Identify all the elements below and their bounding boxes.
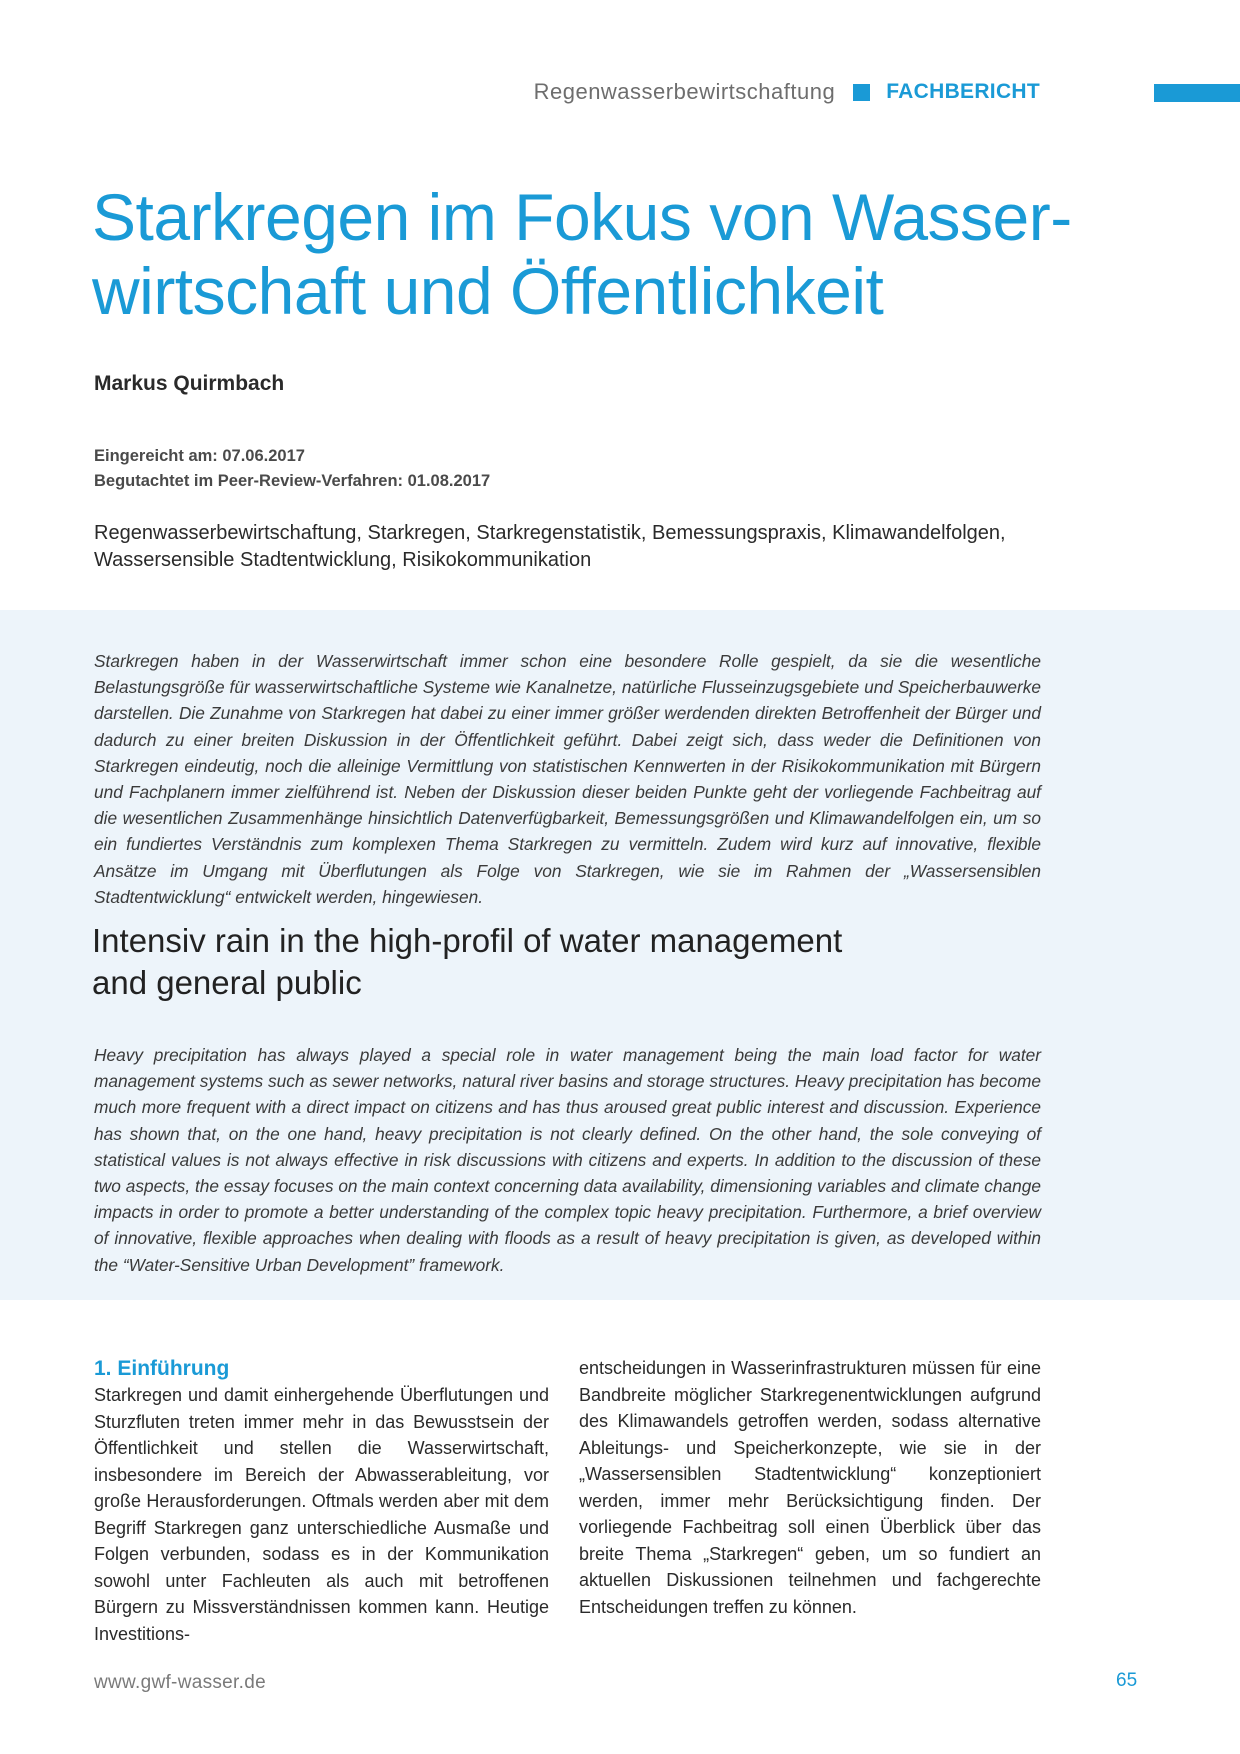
article-title [92,180,1072,328]
footer-website-link[interactable]: www.gwf-wasser.de [94,1672,266,1693]
abstract-german: Starkregen haben in der Wasserwirtschaft immer schon eine besondere Rolle gespielt, da sie die wesentliche Belastungsgröße für wasserwirtschaftliche Systeme wie Kanalnetze, natürliche Flusseinzugsgebiete und Speicherbauwerke darstellen. Die Zunahme von Starkregen hat dabei zu einer immer größer werdenden direkten Betroffenheit der Bürger und dadurch zu einer breiten Diskussion in der Öffentlichkeit geführt. Dabei zeigt sich, dass weder die Definitionen von Starkregen eindeutig, noch die alleinige Vermittlung von statistischen Kennwerten in der Risikokommunikation mit Bürgern und Fachplanern immer zielführend ist. Neben der Diskussion dieser beiden Punkte geht der vorliegende Fachbeitrag auf die wesentlichen Zusammenhänge hinsichtlich Datenverfügbarkeit, Bemessungsgrößen und Klimawandelfolgen ein, um so ein fundiertes Verständnis zum komplexen Thema Starkregen zu vermitteln. Zudem wird kurz auf innovative, flexible Ansätze im Umgang mit Überflutungen als Folge von Starkregen, wie sie im Rahmen der „Wassersensiblen Stadtentwicklung“ entwickelt werden, hingewiesen. [94,651,1041,907]
page-edge-tab [1154,84,1240,102]
abstract-english: Heavy precipitation has always played a special role in water management being the main load factor for water management systems such as sewer networks, natural river basins and storage structures. Heavy precipitation has become much more frequent with a direct impact on citizens and has thus aroused great public interest and discussion. Experience has shown that, on the one hand, heavy precipitation is not clearly defined. On the other hand, the sole conveying of statistical values is not always effective in risk discussions with citizens and experts. In addition to the discussion of these two aspects, the essay focuses on the main context concerning data availability, dimensioning variables and climate change impacts in order to promote a better understanding of the complex topic heavy precipitation. Furthermore, a brief overview of innovative, flexible approaches when dealing with floods as a result of heavy precipitation is given, as developed within the “Water-Sensitive Urban Development” framework. [94,1045,1041,1275]
section-heading-introduction: 1. Einführung [94,1357,230,1380]
header-section-label: Regenwasserbewirtschaftung [533,79,836,104]
header-square-marker [853,84,870,101]
body-column-right [579,1355,1041,1620]
keywords: Regenwasserbewirtschaftung, Starkregen, Starkregenstatistik, Bemessungspraxis, Klimawandelfolgen, Wassersensible Stadtentwicklung, Risikokommunikation [94,522,1006,571]
article-title-line-2: wirtschaft und Öffentlichkeit [92,254,884,328]
body-paragraph-left: Starkregen und damit einhergehende Überflutungen und Sturzfluten treten immer mehr in das Bewusstsein der Öffentlichkeit und stellen die Wasserwirtschaft, insbesondere im Bereich der Abwasserableitung, vor große Herausforderungen. Oftmals werden aber mit dem Begriff Starkregen ganz unterschiedliche Ausmaße und Folgen verbunden, sodass es in der Kommunikation sowohl unter Fachleuten als auch mit betroffenen Bürgern zu Missverständnissen kommen kann. Heutige Investitions- [94,1385,549,1644]
review-date: Begutachtet im Peer-Review-Verfahren: 01.08.2017 [94,472,491,490]
page-number: 65 [1116,1670,1138,1691]
submission-info [94,444,490,494]
english-title-line-2: and general public [92,964,362,1001]
submitted-date: Eingereicht am: 07.06.2017 [94,447,305,465]
author-name: Markus Quirmbach [94,372,285,395]
body-column-left [94,1355,549,1647]
english-title-line-1: Intensiv rain in the high-profil of water management [92,922,843,959]
header-article-type: FACHBERICHT [886,80,1040,103]
running-header [534,78,1040,106]
english-title [92,920,1052,1004]
article-title-line-1: Starkregen im Fokus von Wasser- [92,180,1072,254]
body-paragraph-right: entscheidungen in Wasserinfrastrukturen müssen für eine Bandbreite möglicher Starkregenentwicklungen aufgrund des Klimawandels getroffen werden, sodass alternative Ableitungs- und Speicherkonzepte, wie sie in der „Wassersensiblen Stadtentwicklung“ konzeptioniert werden, immer mehr Berücksichtigung finden. Der vorliegende Fachbeitrag soll einen Überblick über das breite Thema „Starkregen“ geben, um so fundiert an aktuellen Diskussionen teilnehmen und fachgerechte Entscheidungen treffen zu können. [579,1358,1041,1617]
